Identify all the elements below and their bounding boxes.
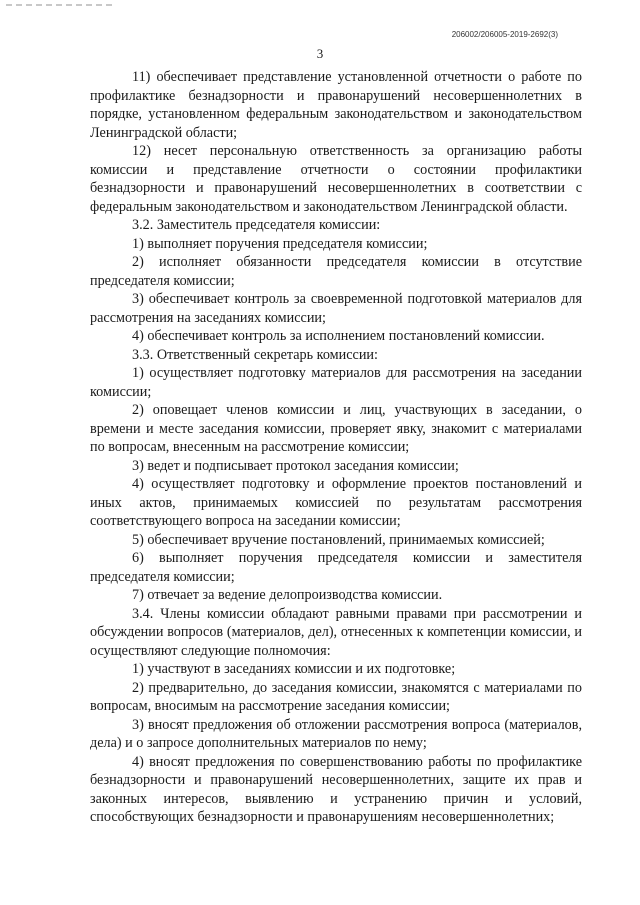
paragraph: 7) отвечает за ведение делопроизводства комиссии. bbox=[132, 587, 443, 603]
paragraph: 2) оповещает членов комиссии и лиц, участвующих в заседании, о времени и месте заседания комиссии, проверяет явку, знакомит с материалами по вопросам, внесенным на рассмотрение комиссии; bbox=[90, 402, 582, 455]
paragraph: 3) обеспечивает контроль за своевременной подготовкой материалов для рассмотрения на заседаниях комиссии; bbox=[90, 291, 582, 326]
paragraph: 11) обеспечивает представление установленной отчетности о работе по профилактике безнадзорности и правонарушений несовершеннолетних в порядке, установленном федеральным законодательством и законодательством Ленинградской области; bbox=[90, 69, 582, 141]
paragraph: 1) участвуют в заседаниях комиссии и их подготовке; bbox=[132, 661, 456, 677]
paragraph: 1) выполняет поручения председателя комиссии; bbox=[132, 235, 428, 252]
paragraph: 1) осуществляет подготовку материалов для рассмотрения на заседании комиссии; bbox=[90, 365, 582, 400]
paragraph: 2) исполняет обязанности председателя комиссии в отсутствие председателя комиссии; bbox=[90, 254, 582, 289]
paragraph: 4) вносят предложения по совершенствованию работы по профилактике безнадзорности и правонарушений несовершеннолетних, защите их прав и законных интересов, выявлению и устранению причин и условий, способствующих безнадзорности и правонарушениям несовершеннолетних; bbox=[90, 753, 582, 825]
document-id: 206002/206005-2019-2692(3) bbox=[451, 30, 558, 39]
paragraph: 3) вносят предложения об отложении рассмотрения вопроса (материалов, дела) и о запросе дополнительных материалов по нему; bbox=[90, 716, 582, 751]
section-heading: 3.3. Ответственный секретарь комиссии: bbox=[132, 346, 378, 363]
scan-artifact bbox=[6, 4, 116, 6]
paragraph: 5) обеспечивает вручение постановлений, принимаемых комиссией; bbox=[132, 531, 545, 548]
paragraph: 2) предварительно, до заседания комиссии, знакомятся с материалами по вопросам, вносимым на рассмотрение заседания комиссии; bbox=[90, 679, 582, 714]
page-number: 3 bbox=[316, 46, 324, 61]
paragraph: 4) обеспечивает контроль за исполнением постановлений комиссии. bbox=[132, 328, 545, 344]
paragraph: 4) осуществляет подготовку и оформление проектов постановлений и иных актов, принимаемых комиссией по результатам рассмотрения соответствующего вопроса на заседании комиссии; bbox=[90, 476, 582, 529]
paragraph: 3) ведет и подписывает протокол заседания комиссии; bbox=[132, 457, 459, 474]
paragraph: 6) выполняет поручения председателя комиссии и заместителя председателя комиссии; bbox=[90, 550, 582, 585]
paragraph: 12) несет персональную ответственность за организацию работы комиссии и представление отчетности о состоянии профилактики безнадзорности и правонарушений несовершеннолетних в соответствии с федеральным законодательством и законодательством Ленинградской области. bbox=[90, 143, 582, 215]
section-heading: 3.2. Заместитель председателя комиссии: bbox=[132, 217, 381, 233]
section-heading: 3.4. Члены комиссии обладают равными правами при рассмотрении и обсуждении вопросов (материалов, дел), отнесенных к компетенции комиссии, и осуществляют следующие полномочия: bbox=[90, 605, 582, 659]
document-body bbox=[90, 68, 582, 827]
